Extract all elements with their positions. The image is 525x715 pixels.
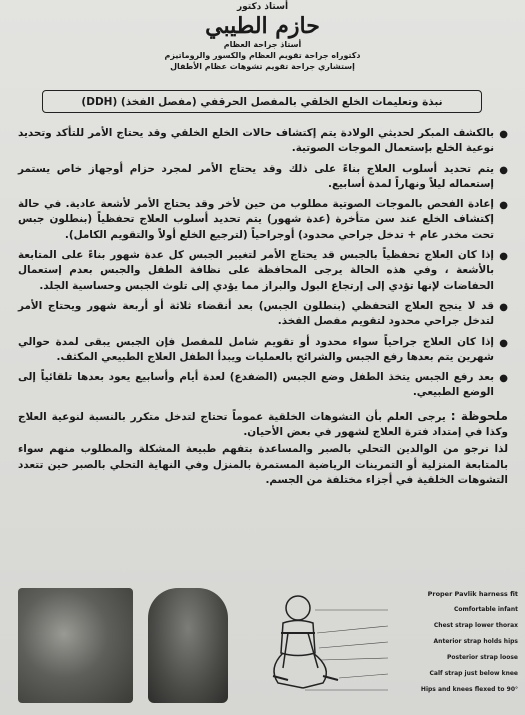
- list-item: [18, 126, 508, 157]
- note-label: ملحوظة :: [450, 408, 508, 423]
- doctor-title-3: إستشاري جراحة تقويم تشوهات عظام الأطفال: [170, 62, 355, 71]
- pavlik-harness-diagram: [243, 588, 518, 708]
- diagram-label: Calf strap just below knee: [429, 670, 518, 677]
- document-title: نبذة وتعليمات الخلع الخلقي بالمفصل الحرقفي (مفصل الفخذ) (DDH): [42, 90, 482, 113]
- list-item-text: بالكشف المبكر لحديثي الولادة يتم إكتشاف حالات الخلع الخلقي وقد يحتاج الأمر للتأكد وتحديد نوعية الخلع بإستعمال الموجات الصوتية.: [18, 127, 494, 155]
- bullet-icon: ●: [499, 129, 508, 140]
- diagram-label: Chest strap lower thorax: [433, 622, 518, 629]
- list-item-text: بعد رفع الجبس يتخذ الطفل وضع الجبس (الضفدع) لعدة أيام وأسابيع يعود بعدها تلقائياً إلى الوضع الطبيعي.: [18, 371, 494, 399]
- list-item: [18, 197, 508, 243]
- harness-figure-icon: [243, 588, 393, 708]
- bullet-icon: ●: [499, 301, 508, 313]
- list-item: [18, 248, 508, 294]
- list-item-text: إذا كان العلاج جراحياً سواء محدود أو تقويم شامل للمفصل فإن الجبس يبقى لمدة حوالي شهرين يتم بعدها رفع الجبس والشرائح بالعمليات ويبدأ الطفل العلاج الطبيعي المكثف.: [18, 335, 494, 363]
- list-item-text: إذا كان العلاج تحفظياً بالجبس قد يحتاج الأمر لتغيير الجبس كل عدة شهور بناءً على المتابعة بالأشعة ، وفي هذه الحالة يرجى المحافظة على نظافة الطفل والجبس بعدم إستعمال الحفاضات لإنها تؤدي إلى إرتجاع البول والبراز مما يؤدي إلى تلوث الجبس وحساسية الجلد.: [18, 249, 494, 292]
- list-item: [18, 370, 508, 401]
- list-item-text: إعادة الفحص بالموجات الصوتية مطلوب من حين لأخر وقد يحتاج الأمر لأشعة عادية. في حالة إكتشاف الخلع عند سن متأخرة (عدة شهور) يتم تحديد أسلوب العلاج تحفظياً (بنطلون جبس تحت مخدر عام + تدخل جراحي محدود) أوجراحياً (لترجيع الخلع أولاً والتقويم الكامل).: [18, 198, 494, 241]
- infant-photo: [18, 588, 133, 703]
- bullet-icon: ●: [499, 373, 508, 385]
- doctor-prefix: أستاذ دكتور: [236, 2, 289, 12]
- letterhead: [0, 2, 525, 72]
- doctor-name: حازم الطيبي: [205, 13, 320, 39]
- diagram-label: Hips and knees flexed to 90°: [420, 686, 518, 693]
- note-text-1: يرجى العلم بأن التشوهات الخلقية عموماً تحتاج لتدخل متكرر بالنسبة لنوعية العلاج وكذا في إمتداد فترة العلاج لشهور في بعض الأحيان.: [18, 410, 508, 439]
- illustrations: [18, 588, 518, 708]
- diagram-label: Comfortable infant: [453, 606, 518, 613]
- list-item-text: قد لا ينجح العلاج التحفظي (بنطلون الجبس) بعد أنقضاء ثلاثة أو أربعة شهور ويحتاج الأمر لتدخل جراحي محدود لتقويم مفصل الفخذ.: [18, 299, 494, 328]
- doctor-title-1: أستاذ جراحة العظام: [223, 40, 302, 49]
- list-item-text: يتم تحديد أسلوب العلاج بناءً على ذلك وقد يحتاج الأمر لمجرد حزام أوجهاز خاص يستمر إستعماله ليلاً ونهاراً لمدة أسابيع.: [18, 162, 494, 190]
- bullet-icon: ●: [499, 251, 508, 263]
- note-paragraph-1: [18, 409, 508, 441]
- list-item: [18, 162, 508, 193]
- document-body: [18, 126, 508, 490]
- diagram-caption: Proper Pavlik harness fit: [427, 590, 518, 598]
- note-section: [18, 409, 508, 488]
- diagram-label: Posterior strap loose: [447, 654, 518, 661]
- list-item: [18, 335, 508, 366]
- note-text-2: لذا نرجو من الوالدين التحلي بالصبر والمساعدة بتفهم طبيعة المشكلة والمطلوب منهم سواء بالمتابعة المنزلية أو التمرينات الرياضية المستمرة بالمنزل وفي النهاية التحلي بالصبر حين تتعدد التشوهات الخلقية في أجزاء مختلفة من الجسم.: [18, 443, 508, 486]
- bullet-icon: ●: [499, 337, 508, 349]
- doctor-title-2: دكتوراه جراحة تقويم العظام والكسور والروماتيزم: [164, 51, 361, 60]
- infant-photo: [148, 588, 228, 703]
- bullet-icon: ●: [499, 200, 508, 212]
- bullet-icon: ●: [499, 164, 508, 176]
- list-item: [18, 299, 508, 330]
- diagram-label: Anterior strap holds hips: [433, 638, 518, 645]
